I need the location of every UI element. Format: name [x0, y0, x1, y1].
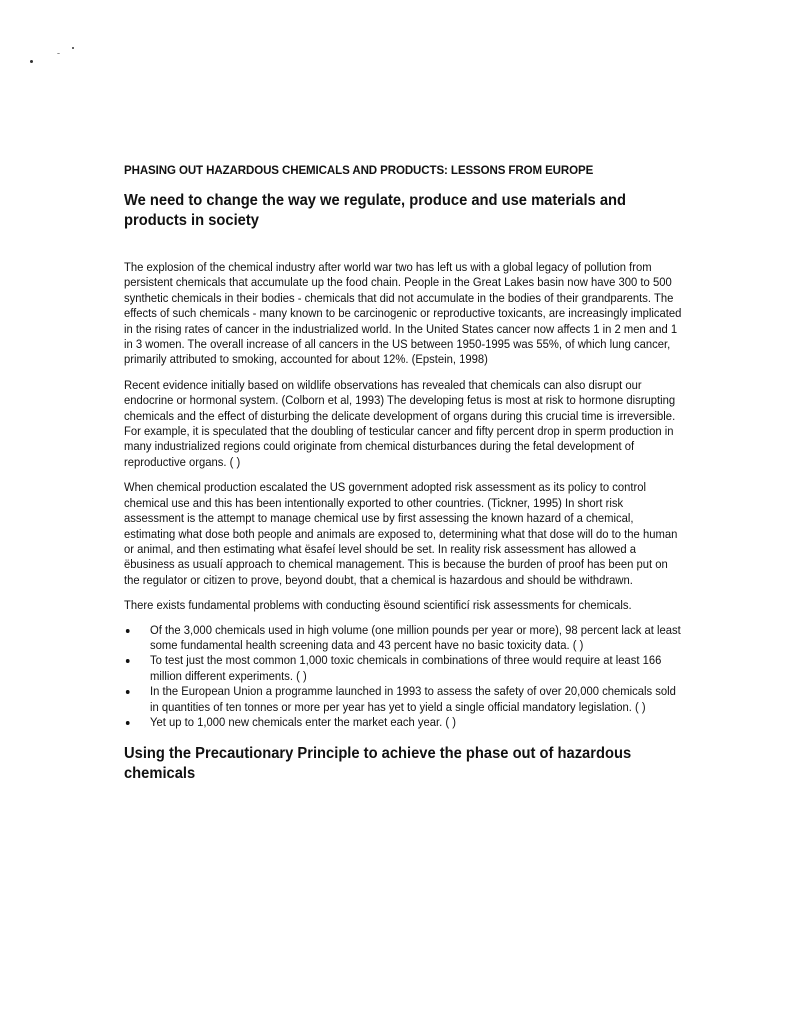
- paragraph-risk-assessment: When chemical production escalated the US government adopted risk assessment as its policy to control chemical use and this has been intentionally exported to other countries. (Tickner, 1995) In short risk assessment is the attempt to manage chemical use by first assessing the known hazard of a chemical, estimating what dose both people and animals are exposed to, determining what that dose will do to the human or animal, and then estimating what ësafeí level should be set. In reality risk assessment has allowed a ëbusiness as usualí approach to chemical management. This is because the burden of proof has been put on the regulator or citizen to prove, beyond doubt, that a chemical is hazardous and should be withdrawn.: [124, 480, 678, 587]
- section-heading-precautionary-principle: Using the Precautionary Principle to achieve the phase out of hazardous chemicals: [124, 745, 632, 783]
- bullet-icon: [126, 629, 130, 633]
- scan-speck: [72, 47, 74, 49]
- document-title: PHASING OUT HAZARDOUS CHEMICALS AND PRODUCTS: LESSONS FROM EUROPE: [124, 163, 594, 177]
- list-item: [124, 653, 682, 684]
- bullet-icon: [126, 690, 130, 694]
- paragraph-fundamental-problems: There exists fundamental problems with conducting ësound scientificí risk assessments for chemicals.: [124, 598, 632, 613]
- list-item-text: In the European Union a programme launched in 1993 to assess the safety of over 20,000 chemicals sold in quantities of ten tonnes or more per year has yet to yield a single official mandatory legislation. ( ): [150, 684, 676, 714]
- paragraph-endocrine-disruption: Recent evidence initially based on wildlife observations has revealed that chemicals can also disrupt our endocrine or hormonal system. (Colborn et al, 1993) The developing fetus is most at risk to hormone disrupting chemicals and the effect of disturbing the delicate development of organs during this crucial time is irreversible. For example, it is speculated that the doubling of testicular cancer and fifty percent drop in sperm production in many industrialized regions could originate from chemical disturbances during the fetal development of reproductive organs. ( ): [124, 377, 676, 469]
- list-item-text: Of the 3,000 chemicals used in high volume (one million pounds per year or more), 98 percent lack at least some fundamental health screening data and 43 percent have no basic toxicity data. ( ): [150, 622, 681, 652]
- bullet-icon: [126, 659, 130, 663]
- list-item-text: To test just the most common 1,000 toxic chemicals in combinations of three would require at least 166 million different experiments. ( ): [150, 653, 662, 683]
- paragraph-chemical-legacy: The explosion of the chemical industry after world war two has left us with a global legacy of pollution from persistent chemicals that accumulate up the food chain. People in the Great Lakes basin now have 300 to 500 synthetic chemicals in their bodies - chemicals that did not accumulate in the bodies of their grandparents. The effects of such chemicals - many known to be carcinogenic or reproductive toxicants, are increasingly implicated in the rising rates of cancer in the industrialized world. In the United States cancer now affects 1 in 2 men and 1 in 3 women. The overall increase of all cancers in the US between 1950-1995 was 55%, of which lung cancer, primarily attributed to smoking, accounted for about 12%. (Epstein, 1998): [124, 260, 682, 367]
- document-page: [124, 162, 684, 784]
- list-item: [124, 623, 682, 654]
- problems-bullet-list: [124, 623, 682, 731]
- list-item: [124, 715, 682, 730]
- scan-speck: [30, 60, 33, 63]
- section-heading-regulation: We need to change the way we regulate, produce and use materials and products in society: [124, 192, 626, 229]
- list-item-text: Yet up to 1,000 new chemicals enter the market each year. ( ): [150, 714, 456, 729]
- list-item: [124, 684, 682, 715]
- scan-speck: [57, 53, 60, 54]
- bullet-icon: [126, 721, 130, 725]
